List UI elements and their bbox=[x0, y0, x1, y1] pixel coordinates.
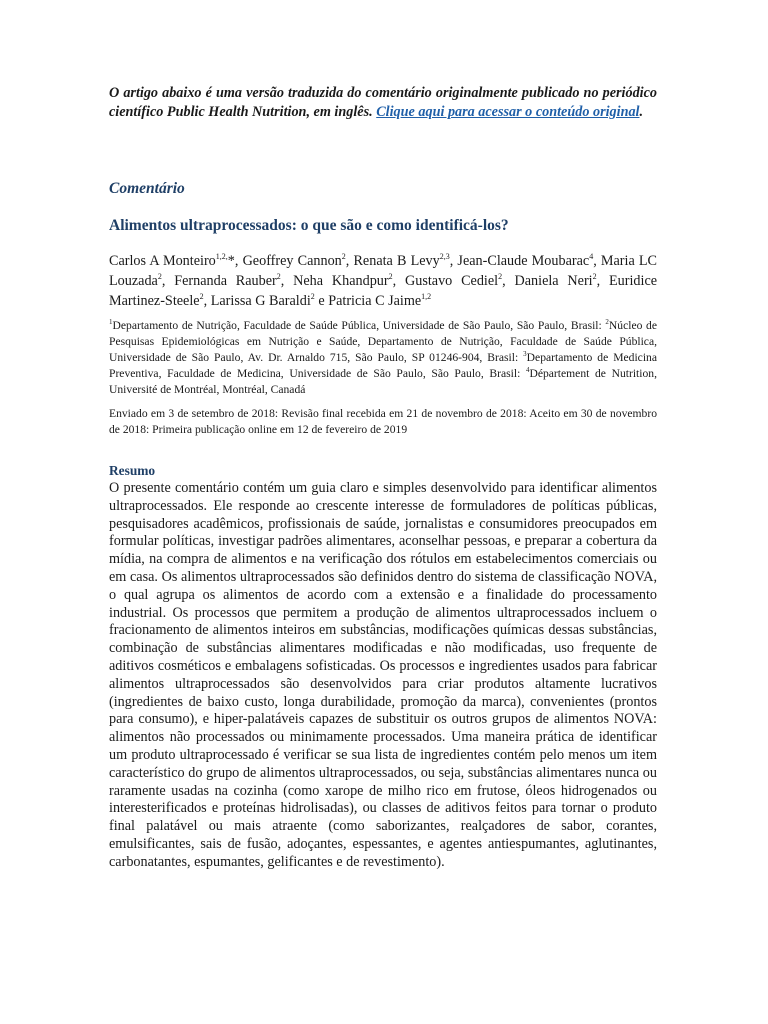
translation-notice bbox=[109, 84, 657, 122]
author-affiliation-marker: 4 bbox=[589, 252, 594, 261]
section-label: Comentário bbox=[109, 180, 185, 197]
affiliation-marker: 3 bbox=[523, 350, 527, 358]
original-content-link[interactable]: Clique aqui para acessar o conteúdo original bbox=[376, 104, 640, 120]
author-affiliation-marker: 1,2, bbox=[215, 252, 228, 261]
document-page bbox=[109, 84, 658, 870]
affiliation-text: Núcleo de Pesquisas Epidemiológicas em Nutrição e Saúde, Departamento de Nutrição, Faculdade de Saúde Pública, Universidade de São Paulo, Av. Dr. Arnaldo 715, São Paulo, SP 01246-904, Brasil: bbox=[109, 319, 657, 364]
affiliation-marker: 1 bbox=[109, 318, 113, 326]
author-name: Jean-Claude Moubarac bbox=[457, 253, 590, 269]
author-name: Maria LC Louzada bbox=[109, 253, 658, 289]
author-separator: , bbox=[593, 253, 601, 269]
author-name: Euridice Martinez-Steele bbox=[109, 273, 658, 309]
author-name: Renata B Levy bbox=[353, 253, 440, 269]
author-separator: *, bbox=[227, 253, 243, 269]
author-affiliation-marker: 2 bbox=[199, 292, 204, 301]
affiliation-text: Departamento de Nutrição, Faculdade de Saúde Pública, Universidade de São Paulo, São Paulo, Brasil: bbox=[112, 319, 606, 332]
author-separator: , bbox=[203, 293, 211, 309]
author-list bbox=[109, 251, 657, 311]
author-affiliation-marker: 2 bbox=[276, 272, 281, 281]
author-name: Carlos A Monteiro bbox=[109, 253, 216, 269]
author-affiliation-marker: 2,3 bbox=[439, 252, 450, 261]
article-title: Alimentos ultraprocessados: o que são e como identificá-los? bbox=[109, 217, 509, 234]
author-affiliation-marker: 1,2 bbox=[421, 292, 432, 301]
author-separator: , bbox=[596, 273, 609, 289]
publication-dates: Enviado em 3 de setembro de 2018: Revisão final recebida em 21 de novembro de 2018: Aceito em 30 de novembro de 2018: Primeira publicação online em 12 de fevereiro de 2019 bbox=[109, 407, 657, 436]
author-separator: , bbox=[502, 273, 515, 289]
author-separator: e bbox=[314, 293, 329, 309]
translation-notice-text: O artigo abaixo é uma versão traduzida do comentário originalmente publicado no periódico científico Public Health Nutrition, em inglês. bbox=[109, 85, 657, 120]
author-name: Daniela Neri bbox=[514, 273, 593, 289]
affiliation-text: Département de Nutrition, Université de Montréal, Montréal, Canadá bbox=[109, 367, 657, 396]
author-name: Geoffrey Cannon bbox=[242, 253, 342, 269]
author-affiliation-marker: 2 bbox=[592, 272, 597, 281]
author-separator: , bbox=[345, 253, 354, 269]
translation-notice-end: . bbox=[639, 104, 644, 120]
author-affiliation-marker: 2 bbox=[388, 272, 393, 281]
author-separator: , bbox=[280, 273, 294, 289]
author-affiliation-marker: 2 bbox=[341, 252, 346, 261]
abstract-heading: Resumo bbox=[109, 463, 156, 478]
author-name: Larissa G Baraldi bbox=[210, 293, 311, 309]
affiliation-marker: 2 bbox=[605, 318, 609, 326]
author-affiliation-marker: 2 bbox=[157, 272, 162, 281]
author-name: Fernanda Rauber bbox=[174, 273, 277, 289]
affiliation-text: Departamento de Medicina Preventiva, Faculdade de Medicina, Universidade de São Paulo, São Paulo, Brasil: bbox=[109, 351, 657, 380]
affiliation-list bbox=[109, 318, 657, 398]
author-name: Gustavo Cediel bbox=[404, 273, 499, 289]
author-name: Neha Khandpur bbox=[293, 273, 389, 289]
author-separator: , bbox=[392, 273, 405, 289]
author-separator: , bbox=[161, 273, 175, 289]
author-separator: , bbox=[449, 253, 458, 269]
author-affiliation-marker: 2 bbox=[310, 292, 315, 301]
abstract-body: O presente comentário contém um guia claro e simples desenvolvido para identificar alimentos ultraprocessados. Ele responde ao crescente interesse de formuladores de políticas públicas, pesquisadores acadêmicos, profissionais de saúde, jornalistas e consumidores preocupados em formular políticas, investigar padrões alimentares, aconselhar pessoas, e preparar a cobertura da mídia, na compra de alimentos e na verificação dos rótulos em estabelecimentos comerciais ou em casa. Os alimentos ultraprocessados são definidos dentro do sistema de classificação NOVA, o qual agrupa os alimentos de acordo com a extensão e a finalidade do processamento industrial. Os processos que permitem a produção de alimentos ultraprocessados incluem o fracionamento de alimentos inteiros em substâncias, modificações químicas dessas substâncias, combinação de substâncias alimentares modificadas e não modificadas, uso frequente de aditivos cosméticos e embalagens sofisticadas. Os processos e ingredientes usados para fabricar alimentos ultraprocessados são desenvolvidos para criar produtos altamente lucrativos (ingredientes de baixo custo, longa durabilidade, promoção da marca), convenientes (prontos para consumo), e hiper-palatáveis capazes de substituir os outros grupos de alimentos NOVA: alimentos não processados ou minimamente processados. Uma maneira prática de identificar um produto ultraprocessado é verificar se sua lista de ingredientes contém pelo menos um item característico do grupo de alimentos ultraprocessados, ou seja, substâncias alimentares nunca ou raramente usadas na cozinha (como xarope de milho rico em frutose, óleos hidrogenados ou interesterificados e proteínas hidrolisadas), ou classes de aditivos feitos para tornar o produto final palatável ou mais atraente (como saborizantes, realçadores de sabor, corantes, emulsificantes, sais de fusão, adoçantes, espessantes, e agentes antiespumantes, aglutinantes, carbonatantes, espumantes, gelificantes e de revestimento). bbox=[109, 480, 657, 870]
author-affiliation-marker: 2 bbox=[498, 272, 503, 281]
affiliation-marker: 4 bbox=[525, 366, 530, 374]
author-name: Patricia C Jaime bbox=[328, 293, 422, 309]
